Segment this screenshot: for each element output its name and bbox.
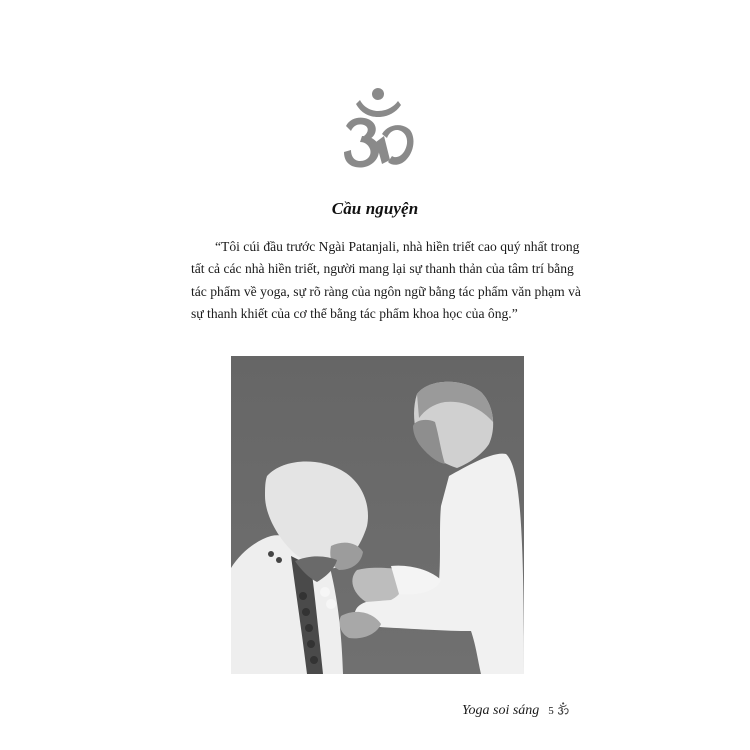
quote-line: “Tôi cúi đầu trước Ngài Patanjali, nhà hiền triết cao quý nhất trong <box>215 239 580 254</box>
quote-line: tác phẩm về yoga, sự rõ ràng của ngôn ngữ bằng tác phẩm văn phạm và <box>191 283 581 299</box>
quote-line: sự thanh khiết của cơ thể bằng tác phẩm khoa học của ông.” <box>191 305 518 321</box>
page-footer <box>462 700 569 720</box>
running-footer-title: Yoga soi sáng <box>462 703 540 718</box>
quote-line: tất cả các nhà hiền triết, người mang lại sự thanh thản của tâm trí bằng <box>191 261 574 277</box>
om-symbol-icon <box>557 702 569 716</box>
photograph <box>231 356 524 674</box>
om-symbol-icon <box>338 86 416 174</box>
prayer-quote <box>191 236 581 325</box>
section-title: Cầu nguyện <box>331 199 419 218</box>
page-number: 5 <box>548 705 554 717</box>
